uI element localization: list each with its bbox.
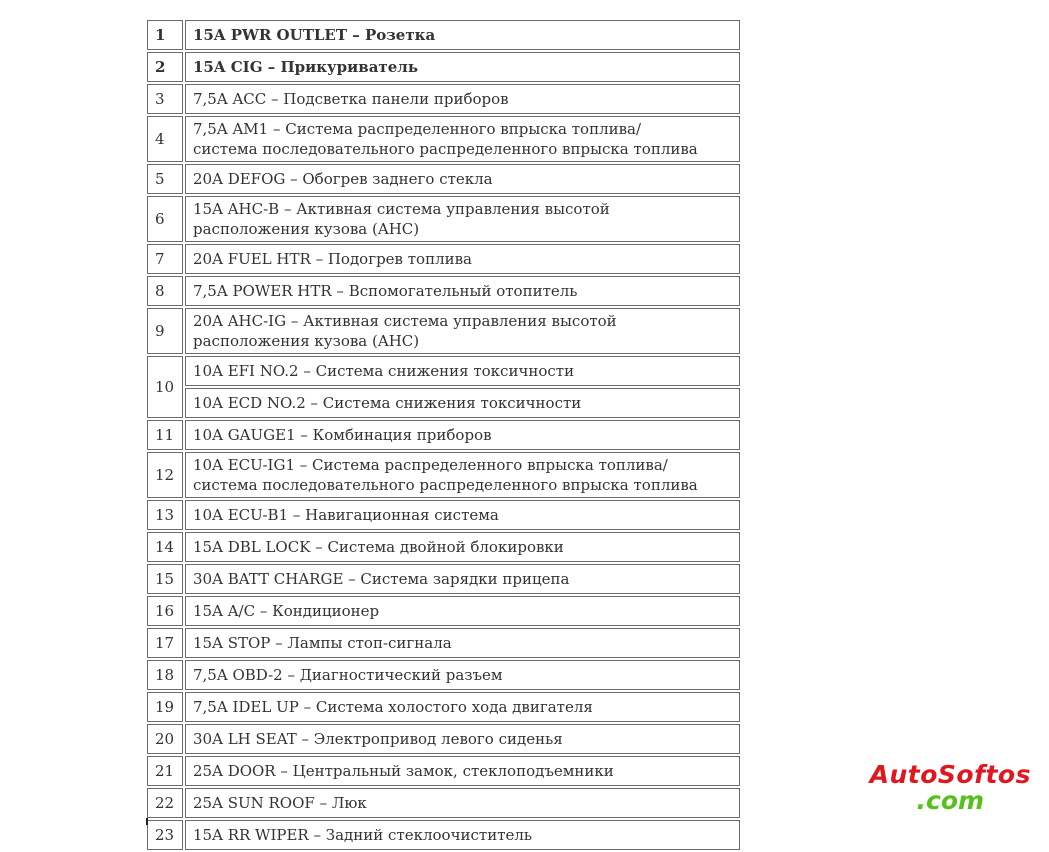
- fuse-description-line: 15A DBL LOCK – Система двойной блокировки: [193, 538, 564, 556]
- fuse-number: 1: [147, 20, 183, 50]
- fuse-description: [185, 724, 740, 754]
- fuse-description-line: 7,5A AM1 – Система распределенного впрыска топлива/: [193, 120, 642, 138]
- fuse-description-line: 10A EFI NO.2 – Система снижения токсичности: [193, 362, 575, 380]
- table-row: [147, 756, 740, 786]
- table-row: [147, 660, 740, 690]
- fuse-description-line: расположения кузова (AHC): [193, 332, 420, 350]
- fuse-description-line: 7,5A OBD-2 – Диагностический разъем: [193, 666, 503, 684]
- fuse-number: 2: [147, 52, 183, 82]
- table-row: [147, 500, 740, 530]
- fuse-number: 9: [147, 308, 183, 354]
- fuse-description-line: 10A GAUGE1 – Комбинация приборов: [193, 426, 492, 444]
- table-row: [147, 356, 740, 386]
- fuse-description: [185, 596, 740, 626]
- text-cursor: [146, 818, 148, 825]
- fuse-number: 18: [147, 660, 183, 690]
- fuse-description: [185, 420, 740, 450]
- fuse-number: 22: [147, 788, 183, 818]
- fuse-description-line: 15A STOP – Лампы стоп-сигнала: [193, 634, 452, 652]
- fuse-description-line: 30A LH SEAT – Электропривод левого сиденья: [193, 730, 563, 748]
- table-row: [147, 724, 740, 754]
- table-row: [147, 788, 740, 818]
- fuse-number: 8: [147, 276, 183, 306]
- table-row: [147, 84, 740, 114]
- fuse-description: [185, 564, 740, 594]
- table-row: [147, 244, 740, 274]
- fuse-description: [185, 20, 740, 50]
- fuse-description-line: 15A RR WIPER – Задний стеклоочиститель: [193, 826, 533, 844]
- fuse-description-line: 7,5A POWER HTR – Вспомогательный отопитель: [193, 282, 578, 300]
- fuse-number: 13: [147, 500, 183, 530]
- fuse-number: 15: [147, 564, 183, 594]
- fuse-description: [185, 788, 740, 818]
- fuse-number: 11: [147, 420, 183, 450]
- watermark-logo: [870, 762, 1031, 814]
- fuse-table: [145, 18, 742, 852]
- fuse-number: 21: [147, 756, 183, 786]
- fuse-number: 5: [147, 164, 183, 194]
- fuse-description-line: 25A DOOR – Центральный замок, стеклоподъемники: [193, 762, 614, 780]
- fuse-number: 17: [147, 628, 183, 658]
- fuse-description-line: 7,5A ACC – Подсветка панели приборов: [193, 90, 509, 108]
- fuse-description-line: 20A DEFOG – Обогрев заднего стекла: [193, 170, 493, 188]
- table-row: [147, 20, 740, 50]
- fuse-number: 20: [147, 724, 183, 754]
- fuse-description: [185, 692, 740, 722]
- fuse-description-line: 15A PWR OUTLET – Розетка: [193, 26, 436, 44]
- watermark-line1: AutoSoftos: [869, 760, 1031, 789]
- fuse-description-line: система последовательного распределенного впрыска топлива: [193, 476, 698, 494]
- fuse-description-line: 10A ECU-IG1 – Система распределенного впрыска топлива/: [193, 456, 668, 474]
- table-row: [147, 388, 740, 418]
- table-row: [147, 420, 740, 450]
- table-row: [147, 116, 740, 162]
- fuse-description-line: 10A ECD NO.2 – Система снижения токсичности: [193, 394, 582, 412]
- fuse-description-line: 20A AHC-IG – Активная система управления высотой: [193, 312, 617, 330]
- fuse-description: [185, 500, 740, 530]
- table-row: [147, 308, 740, 354]
- fuse-description-line: 7,5A IDEL UP – Система холостого хода двигателя: [193, 698, 593, 716]
- fuse-description: [185, 52, 740, 82]
- fuse-number: 14: [147, 532, 183, 562]
- fuse-number: 23: [147, 820, 183, 850]
- fuse-description-line: 10A ECU-B1 – Навигационная система: [193, 506, 499, 524]
- fuse-number: 7: [147, 244, 183, 274]
- fuse-description: [185, 164, 740, 194]
- fuse-number: 6: [147, 196, 183, 242]
- table-row: [147, 196, 740, 242]
- fuse-description: [185, 276, 740, 306]
- table-row: [147, 532, 740, 562]
- fuse-number: 10: [147, 356, 183, 418]
- fuse-description-line: 15A A/C – Кондиционер: [193, 602, 380, 620]
- fuse-description: [185, 196, 740, 242]
- fuse-number: 19: [147, 692, 183, 722]
- fuse-description: [185, 756, 740, 786]
- fuse-number: 16: [147, 596, 183, 626]
- fuse-number: 4: [147, 116, 183, 162]
- table-row: [147, 164, 740, 194]
- fuse-description-line: 20A FUEL HTR – Подогрев топлива: [193, 250, 473, 268]
- fuse-description: [185, 84, 740, 114]
- fuse-description-line: 30A BATT CHARGE – Система зарядки прицепа: [193, 570, 570, 588]
- fuse-description: [185, 628, 740, 658]
- fuse-description-line: система последовательного распределенного впрыска топлива: [193, 140, 698, 158]
- fuse-description: [185, 308, 740, 354]
- fuse-description: [185, 244, 740, 274]
- fuse-description: [185, 660, 740, 690]
- table-row: [147, 628, 740, 658]
- fuse-description: [185, 356, 740, 386]
- fuse-description-line: 15A CIG – Прикуриватель: [193, 58, 419, 76]
- table-row: [147, 564, 740, 594]
- fuse-description-line: расположения кузова (AHC): [193, 220, 420, 238]
- fuse-description-line: 15A AHC-B – Активная система управления высотой: [193, 200, 610, 218]
- fuse-table-body: [147, 20, 740, 850]
- table-row: [147, 276, 740, 306]
- table-row: [147, 52, 740, 82]
- fuse-number: 12: [147, 452, 183, 498]
- table-row: [147, 452, 740, 498]
- fuse-description: [185, 452, 740, 498]
- fuse-description: [185, 388, 740, 418]
- table-row: [147, 692, 740, 722]
- fuse-description: [185, 116, 740, 162]
- watermark-line2: .com: [916, 786, 985, 815]
- table-row: [147, 596, 740, 626]
- fuse-description-line: 25A SUN ROOF – Люк: [193, 794, 367, 812]
- fuse-number: 3: [147, 84, 183, 114]
- fuse-description: [185, 532, 740, 562]
